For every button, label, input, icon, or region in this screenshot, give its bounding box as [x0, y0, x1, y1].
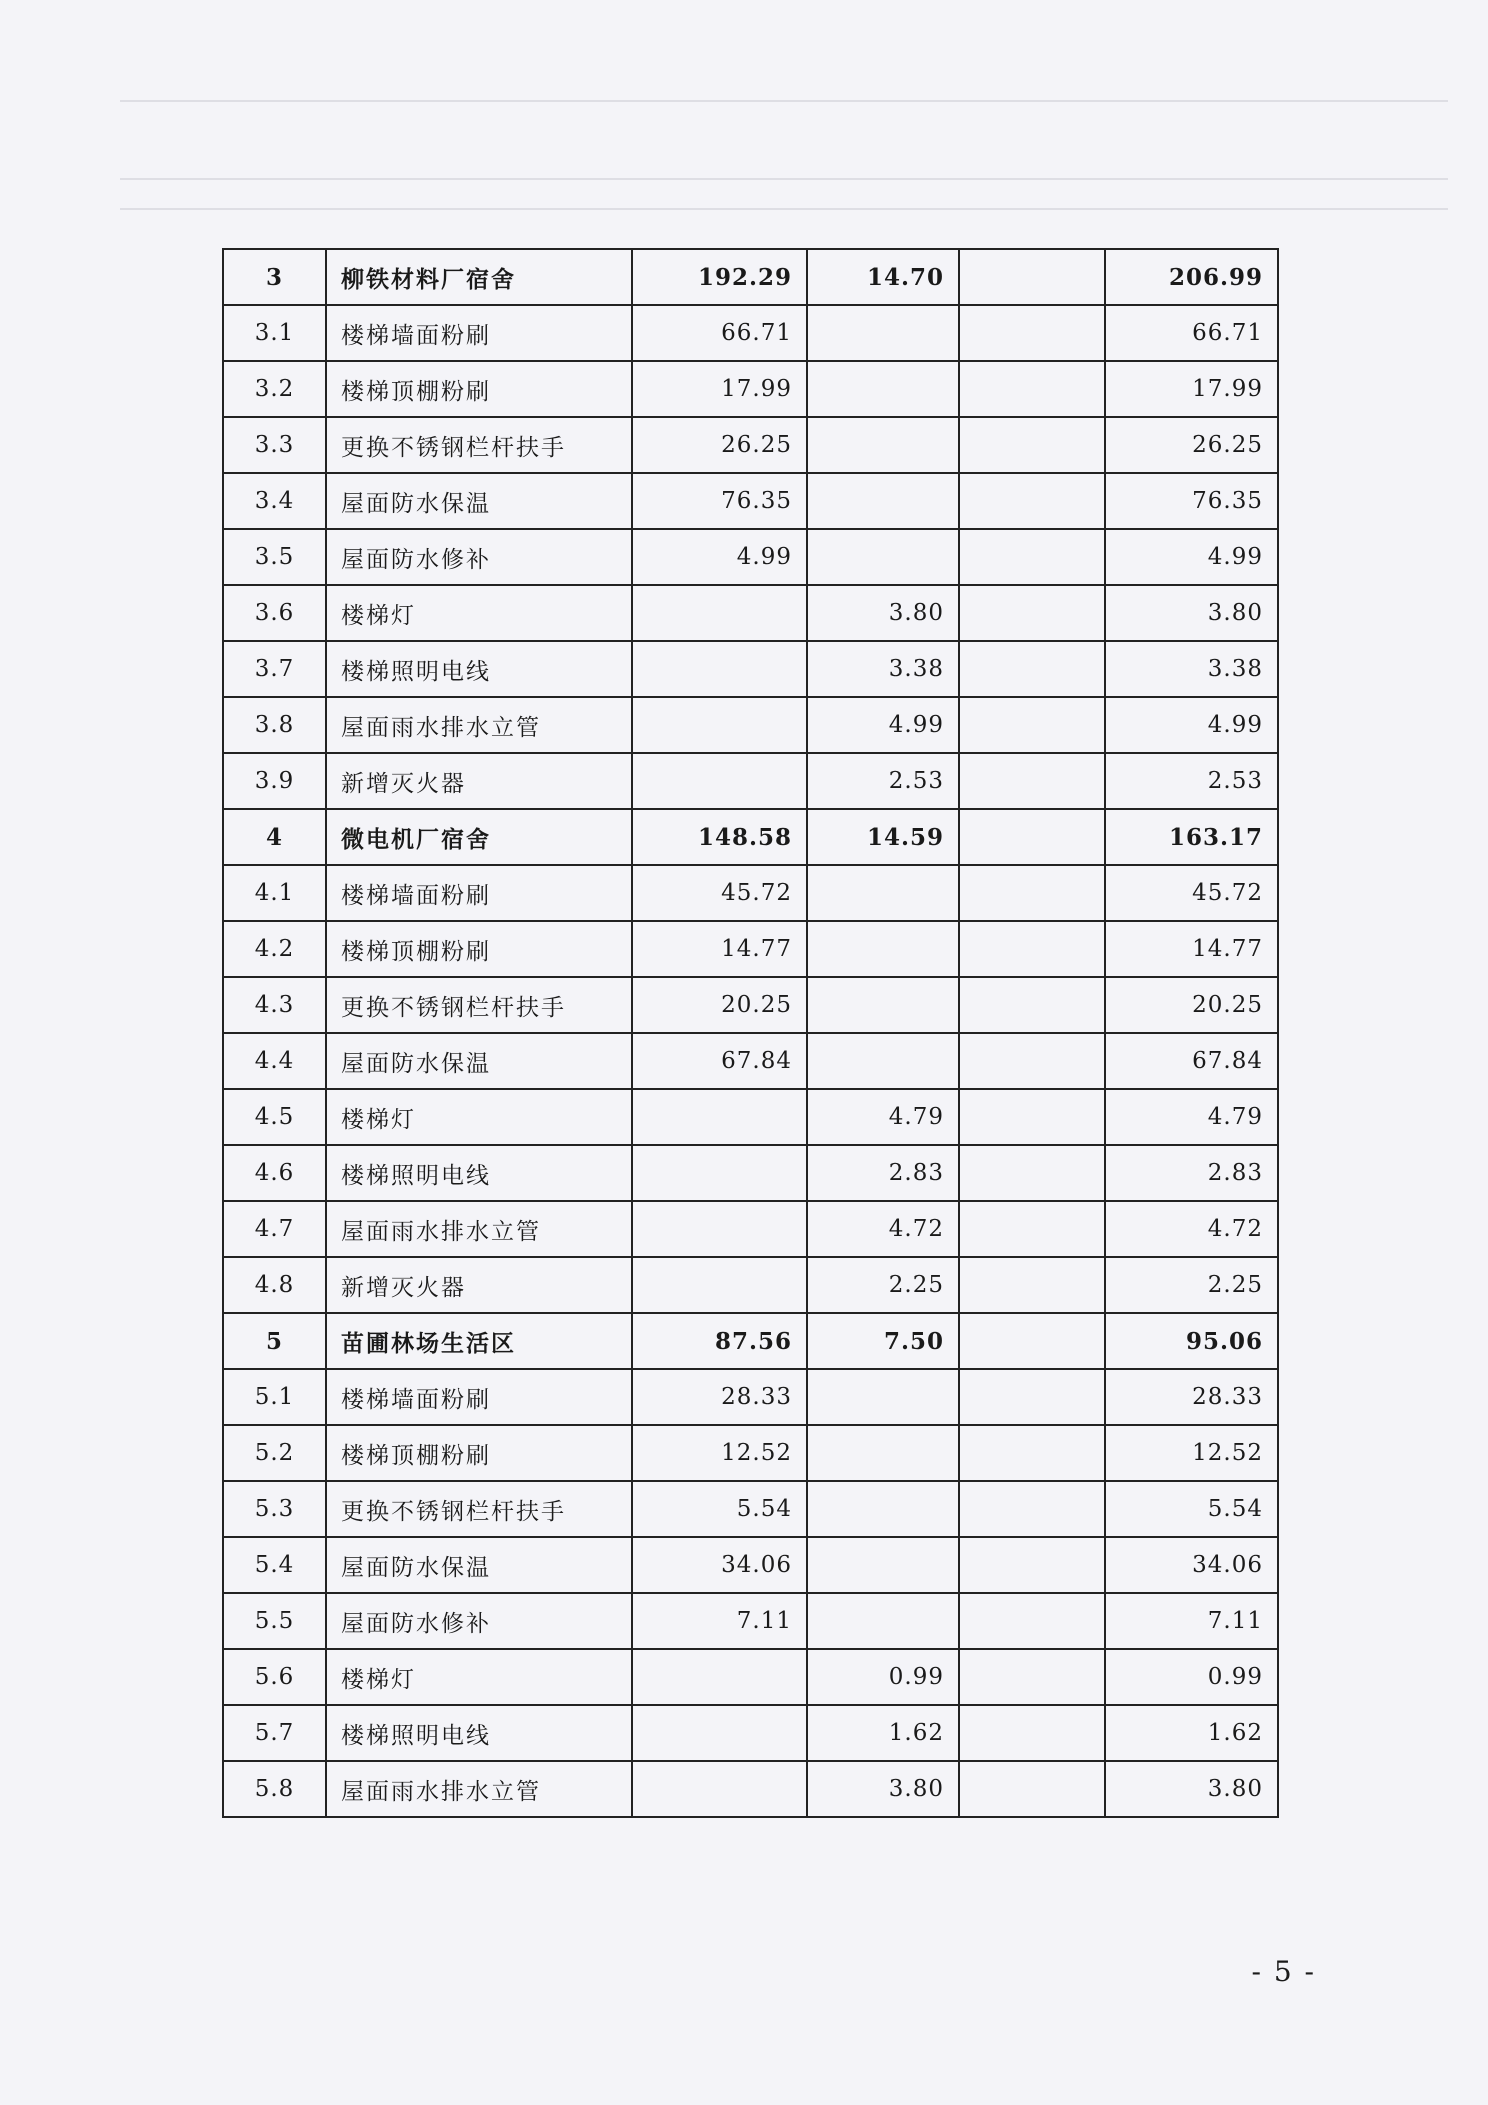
other-cost-cell: [959, 921, 1105, 977]
civil-cost-cell: 67.84: [632, 1033, 807, 1089]
total-cost-cell: 34.06: [1105, 1537, 1278, 1593]
install-cost-cell: [807, 921, 959, 977]
civil-cost-cell: [632, 1201, 807, 1257]
install-cost-cell: 2.25: [807, 1257, 959, 1313]
item-name-cell: 屋面雨水排水立管: [326, 697, 632, 753]
other-cost-cell: [959, 977, 1105, 1033]
total-cost-cell: 28.33: [1105, 1369, 1278, 1425]
install-cost-cell: [807, 529, 959, 585]
row-number-cell: 3.6: [223, 585, 326, 641]
row-number-cell: 5.2: [223, 1425, 326, 1481]
install-cost-cell: 4.79: [807, 1089, 959, 1145]
civil-cost-cell: 14.77: [632, 921, 807, 977]
row-number-cell: 3.3: [223, 417, 326, 473]
table-row: [223, 641, 1278, 697]
other-cost-cell: [959, 1425, 1105, 1481]
install-cost-cell: 3.38: [807, 641, 959, 697]
item-name-cell: 楼梯照明电线: [326, 641, 632, 697]
table-row: [223, 305, 1278, 361]
civil-cost-cell: [632, 697, 807, 753]
install-cost-cell: [807, 1537, 959, 1593]
row-number-cell: 4.5: [223, 1089, 326, 1145]
row-number-cell: 5.6: [223, 1649, 326, 1705]
item-name-cell: 屋面雨水排水立管: [326, 1761, 632, 1817]
row-number-cell: 4.7: [223, 1201, 326, 1257]
row-number-cell: 3.1: [223, 305, 326, 361]
table-row: [223, 1313, 1278, 1369]
scan-artifact-line: [120, 178, 1448, 180]
row-number-cell: 4: [223, 809, 326, 865]
table-row: [223, 585, 1278, 641]
civil-cost-cell: 28.33: [632, 1369, 807, 1425]
total-cost-cell: 14.77: [1105, 921, 1278, 977]
install-cost-cell: 3.80: [807, 1761, 959, 1817]
scan-artifact-line: [120, 208, 1448, 210]
total-cost-cell: 4.79: [1105, 1089, 1278, 1145]
table-row: [223, 753, 1278, 809]
civil-cost-cell: 34.06: [632, 1537, 807, 1593]
civil-cost-cell: [632, 1257, 807, 1313]
item-name-cell: 屋面防水保温: [326, 1537, 632, 1593]
row-number-cell: 4.6: [223, 1145, 326, 1201]
row-number-cell: 4.4: [223, 1033, 326, 1089]
civil-cost-cell: 192.29: [632, 249, 807, 305]
total-cost-cell: 76.35: [1105, 473, 1278, 529]
civil-cost-cell: [632, 753, 807, 809]
other-cost-cell: [959, 641, 1105, 697]
install-cost-cell: 3.80: [807, 585, 959, 641]
install-cost-cell: 2.53: [807, 753, 959, 809]
item-name-cell: 屋面防水保温: [326, 473, 632, 529]
row-number-cell: 5.8: [223, 1761, 326, 1817]
total-cost-cell: 1.62: [1105, 1705, 1278, 1761]
other-cost-cell: [959, 697, 1105, 753]
item-name-cell: 楼梯墙面粉刷: [326, 1369, 632, 1425]
row-number-cell: 5.7: [223, 1705, 326, 1761]
item-name-cell: 楼梯顶棚粉刷: [326, 921, 632, 977]
row-number-cell: 4.1: [223, 865, 326, 921]
other-cost-cell: [959, 1593, 1105, 1649]
item-name-cell: 更换不锈钢栏杆扶手: [326, 1481, 632, 1537]
table-row: [223, 1145, 1278, 1201]
total-cost-cell: 4.99: [1105, 529, 1278, 585]
install-cost-cell: [807, 473, 959, 529]
total-cost-cell: 2.53: [1105, 753, 1278, 809]
table-row: [223, 921, 1278, 977]
item-name-cell: 屋面防水修补: [326, 1593, 632, 1649]
row-number-cell: 4.3: [223, 977, 326, 1033]
other-cost-cell: [959, 473, 1105, 529]
table-row: [223, 1481, 1278, 1537]
total-cost-cell: 3.38: [1105, 641, 1278, 697]
other-cost-cell: [959, 1649, 1105, 1705]
total-cost-cell: 2.83: [1105, 1145, 1278, 1201]
row-number-cell: 4.8: [223, 1257, 326, 1313]
install-cost-cell: [807, 1593, 959, 1649]
install-cost-cell: 14.70: [807, 249, 959, 305]
row-number-cell: 3.7: [223, 641, 326, 697]
civil-cost-cell: [632, 1089, 807, 1145]
other-cost-cell: [959, 753, 1105, 809]
civil-cost-cell: [632, 1761, 807, 1817]
total-cost-cell: 12.52: [1105, 1425, 1278, 1481]
total-cost-cell: 4.72: [1105, 1201, 1278, 1257]
total-cost-cell: 0.99: [1105, 1649, 1278, 1705]
row-number-cell: 3: [223, 249, 326, 305]
install-cost-cell: 0.99: [807, 1649, 959, 1705]
civil-cost-cell: 17.99: [632, 361, 807, 417]
civil-cost-cell: 87.56: [632, 1313, 807, 1369]
total-cost-cell: 66.71: [1105, 305, 1278, 361]
item-name-cell: 楼梯照明电线: [326, 1145, 632, 1201]
install-cost-cell: [807, 1425, 959, 1481]
table-row: [223, 1761, 1278, 1817]
civil-cost-cell: [632, 1705, 807, 1761]
total-cost-cell: 20.25: [1105, 977, 1278, 1033]
table-row: [223, 1593, 1278, 1649]
row-number-cell: 5: [223, 1313, 326, 1369]
civil-cost-cell: [632, 1649, 807, 1705]
scan-artifact-line: [120, 100, 1448, 102]
item-name-cell: 楼梯照明电线: [326, 1705, 632, 1761]
table-row: [223, 1649, 1278, 1705]
row-number-cell: 5.3: [223, 1481, 326, 1537]
other-cost-cell: [959, 1089, 1105, 1145]
item-name-cell: 楼梯灯: [326, 1089, 632, 1145]
install-cost-cell: 7.50: [807, 1313, 959, 1369]
table-row: [223, 249, 1278, 305]
table-row: [223, 977, 1278, 1033]
other-cost-cell: [959, 249, 1105, 305]
item-name-cell: 楼梯墙面粉刷: [326, 865, 632, 921]
total-cost-cell: 3.80: [1105, 1761, 1278, 1817]
install-cost-cell: [807, 865, 959, 921]
item-name-cell: 屋面防水保温: [326, 1033, 632, 1089]
cost-table: [222, 248, 1279, 1818]
install-cost-cell: [807, 1033, 959, 1089]
item-name-cell: 屋面防水修补: [326, 529, 632, 585]
install-cost-cell: [807, 977, 959, 1033]
other-cost-cell: [959, 1537, 1105, 1593]
table-row: [223, 1537, 1278, 1593]
civil-cost-cell: 12.52: [632, 1425, 807, 1481]
civil-cost-cell: [632, 1145, 807, 1201]
page-number: - 5 -: [1251, 1955, 1316, 1988]
other-cost-cell: [959, 1257, 1105, 1313]
item-name-cell: 新增灭火器: [326, 753, 632, 809]
other-cost-cell: [959, 1761, 1105, 1817]
other-cost-cell: [959, 361, 1105, 417]
install-cost-cell: 4.99: [807, 697, 959, 753]
item-name-cell: 更换不锈钢栏杆扶手: [326, 977, 632, 1033]
item-name-cell: 楼梯灯: [326, 585, 632, 641]
install-cost-cell: [807, 417, 959, 473]
other-cost-cell: [959, 1201, 1105, 1257]
civil-cost-cell: [632, 641, 807, 697]
table-row: [223, 529, 1278, 585]
total-cost-cell: 95.06: [1105, 1313, 1278, 1369]
table-row: [223, 417, 1278, 473]
other-cost-cell: [959, 865, 1105, 921]
item-name-cell: 屋面雨水排水立管: [326, 1201, 632, 1257]
other-cost-cell: [959, 1145, 1105, 1201]
install-cost-cell: [807, 1481, 959, 1537]
civil-cost-cell: 45.72: [632, 865, 807, 921]
total-cost-cell: 4.99: [1105, 697, 1278, 753]
civil-cost-cell: [632, 585, 807, 641]
other-cost-cell: [959, 1481, 1105, 1537]
table-row: [223, 697, 1278, 753]
total-cost-cell: 45.72: [1105, 865, 1278, 921]
install-cost-cell: [807, 305, 959, 361]
total-cost-cell: 163.17: [1105, 809, 1278, 865]
table-body: [223, 249, 1278, 1817]
other-cost-cell: [959, 1705, 1105, 1761]
total-cost-cell: 7.11: [1105, 1593, 1278, 1649]
other-cost-cell: [959, 1369, 1105, 1425]
install-cost-cell: [807, 1369, 959, 1425]
row-number-cell: 5.4: [223, 1537, 326, 1593]
row-number-cell: 3.5: [223, 529, 326, 585]
civil-cost-cell: 26.25: [632, 417, 807, 473]
table-row: [223, 473, 1278, 529]
table-row: [223, 1369, 1278, 1425]
table-row: [223, 809, 1278, 865]
cost-table-container: [222, 248, 1277, 1818]
row-number-cell: 5.5: [223, 1593, 326, 1649]
total-cost-cell: 67.84: [1105, 1033, 1278, 1089]
install-cost-cell: [807, 361, 959, 417]
other-cost-cell: [959, 1313, 1105, 1369]
total-cost-cell: 206.99: [1105, 249, 1278, 305]
civil-cost-cell: 4.99: [632, 529, 807, 585]
item-name-cell: 楼梯灯: [326, 1649, 632, 1705]
row-number-cell: 4.2: [223, 921, 326, 977]
total-cost-cell: 3.80: [1105, 585, 1278, 641]
table-row: [223, 1033, 1278, 1089]
civil-cost-cell: 5.54: [632, 1481, 807, 1537]
install-cost-cell: 2.83: [807, 1145, 959, 1201]
other-cost-cell: [959, 585, 1105, 641]
item-name-cell: 楼梯顶棚粉刷: [326, 1425, 632, 1481]
table-row: [223, 1425, 1278, 1481]
table-row: [223, 361, 1278, 417]
other-cost-cell: [959, 417, 1105, 473]
civil-cost-cell: 76.35: [632, 473, 807, 529]
civil-cost-cell: 148.58: [632, 809, 807, 865]
install-cost-cell: 4.72: [807, 1201, 959, 1257]
row-number-cell: 5.1: [223, 1369, 326, 1425]
total-cost-cell: 26.25: [1105, 417, 1278, 473]
table-row: [223, 1705, 1278, 1761]
other-cost-cell: [959, 305, 1105, 361]
table-row: [223, 865, 1278, 921]
total-cost-cell: 17.99: [1105, 361, 1278, 417]
item-name-cell: 更换不锈钢栏杆扶手: [326, 417, 632, 473]
civil-cost-cell: 7.11: [632, 1593, 807, 1649]
row-number-cell: 3.4: [223, 473, 326, 529]
other-cost-cell: [959, 529, 1105, 585]
row-number-cell: 3.9: [223, 753, 326, 809]
table-row: [223, 1089, 1278, 1145]
row-number-cell: 3.2: [223, 361, 326, 417]
item-name-cell: 新增灭火器: [326, 1257, 632, 1313]
install-cost-cell: 1.62: [807, 1705, 959, 1761]
item-name-cell: 微电机厂宿舍: [326, 809, 632, 865]
table-row: [223, 1201, 1278, 1257]
total-cost-cell: 2.25: [1105, 1257, 1278, 1313]
other-cost-cell: [959, 809, 1105, 865]
row-number-cell: 3.8: [223, 697, 326, 753]
item-name-cell: 楼梯墙面粉刷: [326, 305, 632, 361]
table-row: [223, 1257, 1278, 1313]
install-cost-cell: 14.59: [807, 809, 959, 865]
other-cost-cell: [959, 1033, 1105, 1089]
total-cost-cell: 5.54: [1105, 1481, 1278, 1537]
item-name-cell: 柳铁材料厂宿舍: [326, 249, 632, 305]
item-name-cell: 楼梯顶棚粉刷: [326, 361, 632, 417]
civil-cost-cell: 20.25: [632, 977, 807, 1033]
item-name-cell: 苗圃林场生活区: [326, 1313, 632, 1369]
civil-cost-cell: 66.71: [632, 305, 807, 361]
